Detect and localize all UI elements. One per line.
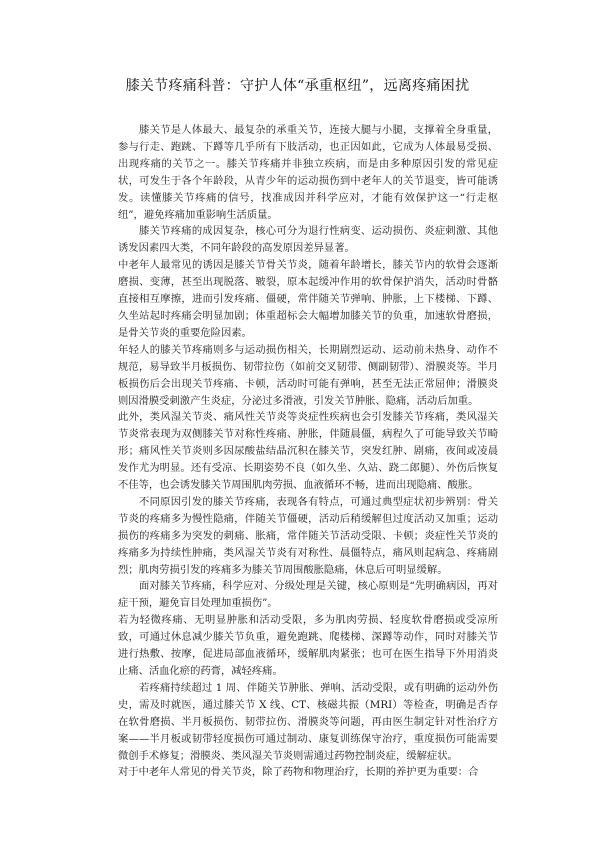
paragraph-long-term-care: 对于中老年人常见的骨关节炎，除了药物和物理治疗，长期的养护更为重要：合 — [118, 766, 479, 779]
paragraph-mild-pain: 若为轻微疼痛、无明显肿胀和活动受限，多为肌肉劳损、轻度软骨磨损或受凉所致，可通过休息减少膝关节负重，避免跑跳、爬楼梯、深蹲等动作，同时对膝关节进行热敷、按摩，促进局部血液循环，缓解肌肉紧张；也可在医生指导下外用消炎止痛、活血化瘀的药膏，减轻疼痛。 — [118, 614, 498, 677]
paragraph-osteoarthritis: 中老年人最常见的诱因是膝关节骨关节炎，随着年龄增长，膝关节内的软骨会逐渐磨损、变薄，甚至出现脱落、皲裂，原本起缓冲作用的软骨保护消失，活动时骨骼直接相互摩擦，进而引发疼痛、僵硬，常伴随关节弹响、肿胀，上下楼梯、下蹲、久坐站起时疼痛会明显加剧；体重超标会大幅增加膝关节的负重，加速软骨磨损，是骨关节炎的重要危险因素。 — [118, 259, 498, 339]
paragraph-intro: 膝关节是人体最大、最复杂的承重关节，连接大腿与小腿，支撑着全身重量，参与行走、跑跳、下蹲等几乎所有下肢活动，也正因如此，它成为人体最易受损、出现疼痛的关节之一。膝关节疼痛并非独立疾病，而是由多种原因引发的常见症状，可发生于各个年龄段，从青少年的运动损伤到中老年人的关节退变，皆可能诱发。读懂膝关节疼痛的信号，找准成因并科学应对，才能有效保护这一“行走枢纽”，避免疼痛加重影响生活质量。 — [118, 124, 498, 221]
paragraph-seek-care: 若疼痛持续超过 1 周、伴随关节肿胀、弹响、活动受限，或有明确的运动外伤史，需及时就医，通过膝关节 X 线、CT、核磁共振（MRI）等检查，明确是否存在软骨磨损、半月板损伤、韧带拉伤、滑膜炎等问题，再由医生制定针对性治疗方案——半月板或韧带轻度损伤可通过制动、康复训练保守治疗，重度损伤可能需要微创手术修复；滑膜炎、类风湿关节炎则需通过药物控制炎症，缓解症状。 — [118, 681, 498, 762]
paragraph-response-principle: 面对膝关节疼痛，科学应对、分级处理是关键，核心原则是“先明确病因，再对症干预，避免盲目处理加重损伤”。 — [118, 580, 498, 610]
document-title: 膝关节疼痛科普：守护人体“承重枢纽”，远离疼痛困扰 — [125, 78, 470, 94]
paragraph-inflammation: 此外，类风湿关节炎、痛风性关节炎等炎症性疾病也会引发膝关节疼痛，类风湿关节炎常表现为双侧膝关节对称性疼痛、肿胀，伴随晨僵，病程久了可能导致关节畸形；痛风性关节炎则多因尿酸盐结晶沉积在膝关节，突发红肿、剧痛，夜间或凌晨发作尤为明显。还有受凉、长期姿势不良（如久坐、久站、跷二郎腿）、外伤后恢复不佳等，也会诱发膝关节周围肌肉劳损、血液循环不畅，进而出现隐痛、酸胀。 — [118, 411, 498, 492]
paragraph-causes-overview: 膝关节疼痛的成因复杂，核心可分为退行性病变、运动损伤、炎症刺激、其他诱发因素四大类，不同年龄段的高发原因差异显著。 — [118, 225, 498, 255]
document-body — [118, 122, 498, 781]
paragraph-symptoms: 不同原因引发的膝关节疼痛，表现各有特点，可通过典型症状初步辨别：骨关节炎的疼痛多为慢性隐痛，伴随关节僵硬，活动后稍缓解但过度活动又加重；运动损伤的疼痛多为突发的刺痛、胀痛，常伴随关节活动受限、卡顿；炎症性关节炎的疼痛多为持续性肿痛，类风湿关节炎有对称性、晨僵特点，痛风则起病急、疼痛剧烈；肌肉劳损引发的疼痛多为膝关节周围酸胀隐痛，休息后可明显缓解。 — [118, 495, 498, 576]
paragraph-sports-injury: 年轻人的膝关节疼痛则多与运动损伤相关，长期剧烈运动、运动前未热身、动作不规范，易导致半月板损伤、韧带拉伤（如前交叉韧带、侧副韧带）、滑膜炎等。半月板损伤后会出现关节疼痛、卡顿，活动时可能有弹响，甚至无法正常屈伸；滑膜炎则因滑膜受刺激产生炎症，分泌过多滑液，引发关节肿胀、隐痛，活动后加重。 — [118, 343, 498, 407]
